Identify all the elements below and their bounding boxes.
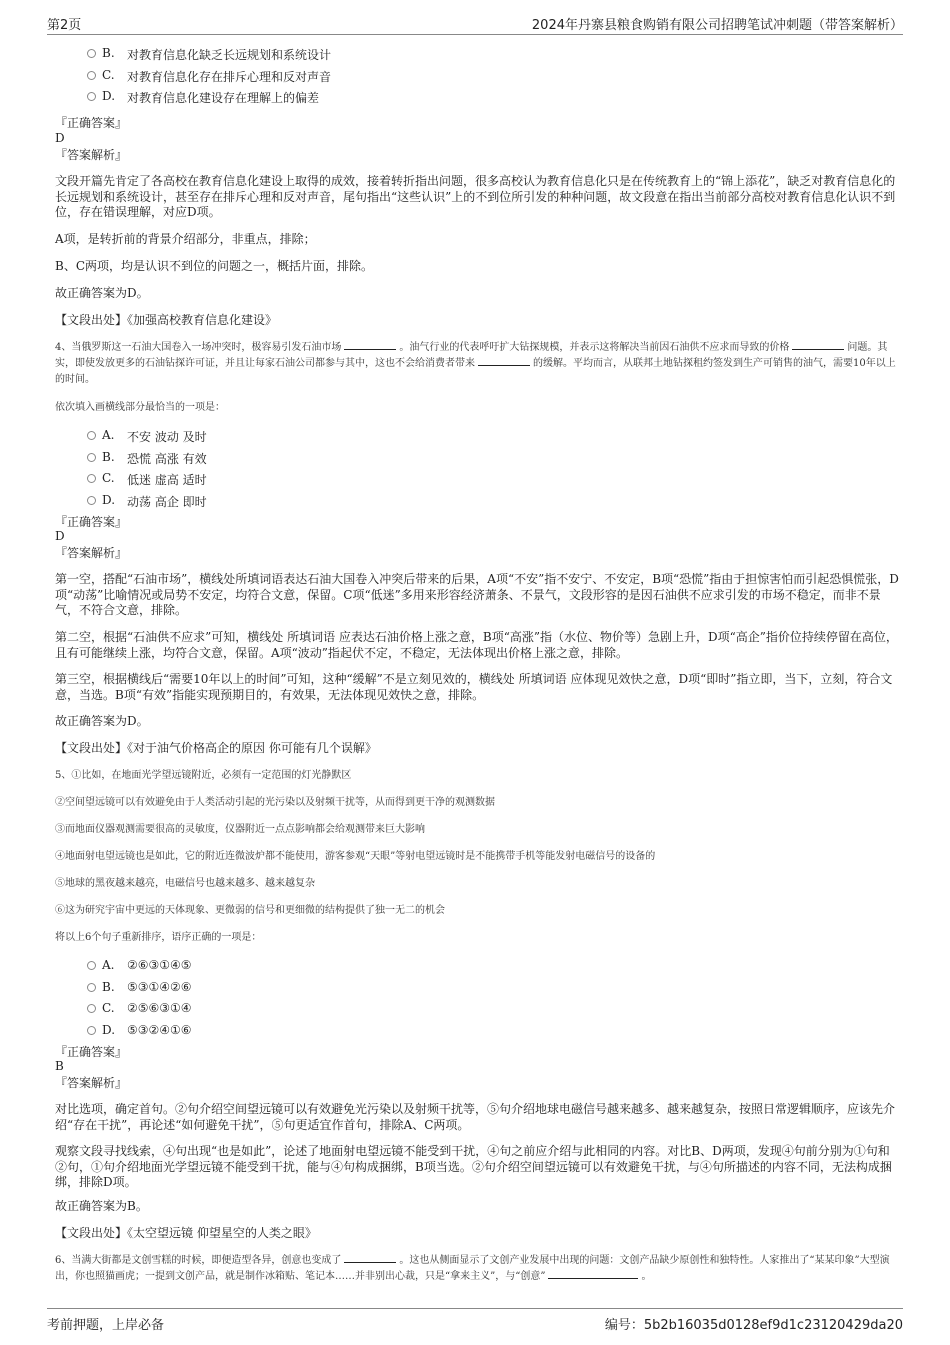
blank-line	[548, 1269, 638, 1279]
q4-answer: D	[55, 529, 65, 543]
q6-stem: 6、当满大街都是文创雪糕的时候，即便造型各异，创意也变成了 。这也从侧面显示了文创产业发展中出现的问题：文创产品缺少原创性和独特性。人家推出了“某某印象”大型演出，你也照猫画虎；一提到文创产品，就是制作冰箱贴、笔记本……并非别出心裁，只是“拿来主义”，与“创意” 。	[55, 1255, 890, 1282]
option-c[interactable]: C. 对教育信息化存在排斥心理和反对声音	[55, 66, 900, 88]
q4-analysis-paragraph: 第一空，搭配“石油市场”，横线处所填词语表达石油大国卷入冲突后带来的后果，A项“不安”指不安宁、不安定，B项“恐慌”指由于担惊害怕而引起恐惧慌张，D项“动荡”比喻情况或局势不安定，均符合文意，保留。C项“低迷”多用来形容经济萧条、不景气，文段形容的是因石油供不应求引发的市场不稳定，而非不景气，不符合文意，排除。	[55, 572, 899, 617]
document-title: 2024年丹寨县粮食购销有限公司招聘笔试冲刺题（带答案解析）	[531, 18, 903, 33]
q5-options	[55, 956, 900, 1042]
radio-icon[interactable]	[87, 983, 96, 992]
page-number: 第2页	[47, 18, 82, 33]
option-c[interactable]: C. 低迷 虚高 适时	[55, 469, 900, 491]
blank-line	[344, 340, 396, 350]
option-c[interactable]: C. ②⑤⑥③①④	[55, 999, 900, 1021]
q5-sentence: ⑥这为研究宇宙中更远的天体现象、更微弱的信号和更细微的结构提供了独一无二的机会	[55, 905, 445, 916]
radio-icon[interactable]	[87, 1026, 96, 1035]
option-b[interactable]: B. ⑤③①④②⑥	[55, 978, 900, 1000]
q3-source: 【文段出处】《加强高校教育信息化建设》	[55, 313, 278, 327]
q5-answer: B	[55, 1059, 64, 1073]
footer-slogan: 考前押题，上岸必备	[47, 1318, 165, 1333]
radio-icon[interactable]	[87, 474, 96, 483]
q5-sentence: ⑤地球的黑夜越来越亮，电磁信号也越来越多、越来越复杂	[55, 878, 315, 889]
q4-analysis-paragraph: 第三空，根据横线后“需要10年以上的时间”可知，这种“缓解”不是立刻见效的，横线处 所填词语 应体现见效快之意，D项“即时”指立即，当下，立刻，符合文意，当选。B项“有效”指能实现预期目的，有效果，无法体现见效快之意，排除。	[55, 672, 893, 702]
q3-analysis-paragraph: A项，是转折前的背景介绍部分，非重点，排除；	[55, 232, 316, 246]
option-d[interactable]: D. ⑤③②④①⑥	[55, 1021, 900, 1043]
option-d[interactable]: D. 动荡 高企 即时	[55, 491, 900, 513]
q4-prompt: 依次填入画横线部分最恰当的一项是：	[55, 402, 225, 413]
q3-analysis-paragraph: B、C两项，均是认识不到位的问题之一，概括片面，排除。	[55, 259, 374, 273]
q4-options	[55, 426, 900, 512]
q3-analysis-paragraph: 文段开篇先肯定了各高校在教育信息化建设上取得的成效，接着转折指出问题，很多高校认为教育信息化只是在传统教育上的“锦上添花”，缺乏对教育信息化的长远规划和系统设计，甚至存在排斥心理和反对声音，尾句指出“这些认识”上的不到位所引发的种种问题，故文段意在指出当前部分高校对教育信息化认识不到位，存在错误理解，对应D项。	[55, 174, 896, 219]
q5-sentence: ③而地面仪器观测需要很高的灵敏度，仪器附近一点点影响都会给观测带来巨大影响	[55, 824, 425, 835]
q3-answer: D	[55, 131, 65, 145]
q5-analysis-paragraph: 对比选项，确定首句。②句介绍空间望远镜可以有效避免光污染以及射频干扰等，⑤句介绍地球电磁信号越来越多、越来越复杂，按照日常逻辑顺序，应该先介绍“存在干扰”，再论述“如何避免干扰”，⑤句更适宜作首句，排除A、C两项。	[55, 1102, 896, 1132]
q5-analysis-paragraph: 观察文段寻找线索，④句出现“也是如此”，论述了地面射电望远镜不能受到干扰，④句之前应介绍与此相同的内容。对比B、D两项，发现④句前分别为①句和②句，①句介绍地面光学望远镜不能受到干扰，能与④句构成捆绑，B项当选。②句介绍空间望远镜可以有效避免干扰，与④句所描述的内容不同，无法构成捆绑，排除D项。	[55, 1144, 892, 1189]
q5-analysis-head: 『答案解析』	[55, 1076, 128, 1090]
q4-analysis-paragraph: 第二空，根据“石油供不应求”可知，横线处 所填词语 应表达石油价格上涨之意，B项“高涨”指（水位、物价等）急剧上升，D项“高企”指价位持续停留在高位，且有可能继续上涨，均符合文意，保留。A项“波动”指起伏不定，不稳定，无法体现出价格上涨之意，排除。	[55, 630, 898, 660]
q3-analysis-head: 『答案解析』	[55, 148, 128, 162]
option-a[interactable]: A. 不安 波动 及时	[55, 426, 900, 448]
option-a[interactable]: A. ②⑥③①④⑤	[55, 956, 900, 978]
radio-icon[interactable]	[87, 431, 96, 440]
q5-sentence: ②空间望远镜可以有效避免由于人类活动引起的光污染以及射频干扰等，从而得到更干净的观测数据	[55, 797, 495, 808]
blank-line	[344, 1253, 396, 1263]
radio-icon[interactable]	[87, 496, 96, 505]
q4-analysis-head: 『答案解析』	[55, 546, 128, 560]
q5-source: 【文段出处】《太空望远镜 仰望星空的人类之眼》	[55, 1226, 317, 1240]
radio-icon[interactable]	[87, 49, 96, 58]
blank-line	[792, 340, 844, 350]
q4-answer-head: 『正确答案』	[55, 515, 128, 529]
option-b[interactable]: B. 恐慌 高涨 有效	[55, 448, 900, 470]
option-d[interactable]: D. 对教育信息化建设存在理解上的偏差	[55, 87, 900, 109]
document-id: 编号：5b2b16035d0128ef9d1c23120429da20	[604, 1318, 903, 1333]
q5-sentence: 5、①比如，在地面光学望远镜附近，必须有一定范围的灯光静默区	[55, 770, 352, 781]
q3-options	[55, 44, 900, 109]
q5-answer-head: 『正确答案』	[55, 1045, 128, 1059]
q4-analysis-paragraph: 故正确答案为D。	[55, 714, 149, 728]
q3-answer-head: 『正确答案』	[55, 116, 128, 130]
q5-prompt: 将以上6个句子重新排序，语序正确的一项是：	[55, 932, 262, 943]
radio-icon[interactable]	[87, 453, 96, 462]
option-b[interactable]: B. 对教育信息化缺乏长远规划和系统设计	[55, 44, 900, 66]
q4-source: 【文段出处】《对于油气价格高企的原因 你可能有几个误解》	[55, 741, 377, 755]
page-footer	[47, 1308, 903, 1333]
radio-icon[interactable]	[87, 92, 96, 101]
radio-icon[interactable]	[87, 1004, 96, 1013]
radio-icon[interactable]	[87, 71, 96, 80]
page-header	[47, 12, 903, 35]
radio-icon[interactable]	[87, 961, 96, 970]
q4-stem: 4、当俄罗斯这一石油大国卷入一场冲突时，极容易引发石油市场 。油气行业的代表呼吁扩大钻探规模，并表示这将解决当前因石油供不应求而导致的价格 问题。其实，即使发放更多的石油钻探许可证，并且让每家石油公司都参与其中，这也不会给消费者带来 的缓解。平均而言，从联邦土地钻探租约签发到生产可销售的油气，需要10年以上的时间。	[55, 342, 896, 385]
q5-analysis-paragraph: 故正确答案为B。	[55, 1199, 148, 1213]
q5-sentence: ④地面射电望远镜也是如此，它的附近连微波炉都不能使用，游客参观“天眼”等射电望远镜时是不能携带手机等能发射电磁信号的设备的	[55, 851, 656, 862]
q3-analysis-paragraph: 故正确答案为D。	[55, 286, 149, 300]
blank-line	[478, 356, 530, 366]
